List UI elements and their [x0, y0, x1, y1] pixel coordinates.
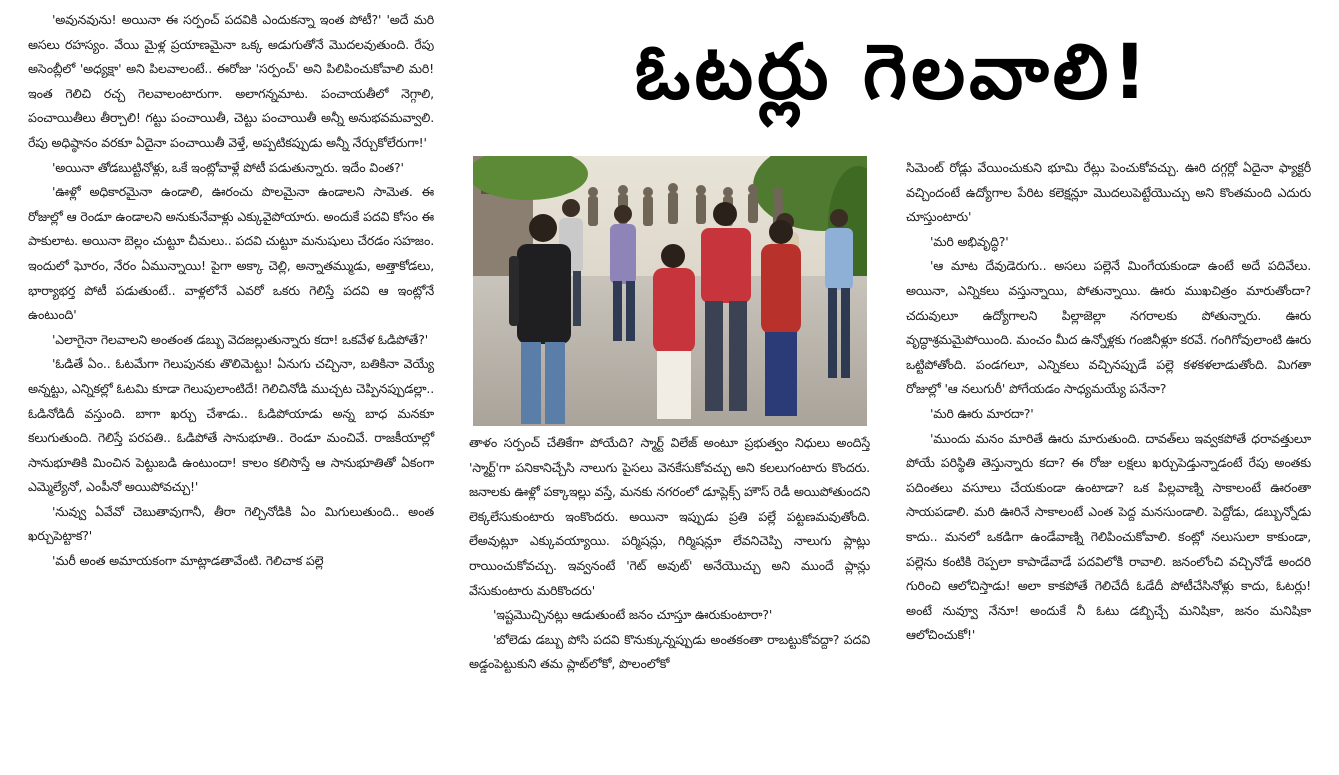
news-photo: [473, 156, 867, 426]
paragraph: 'ఆ మాట దేవుడెరుగు.. అసలు పల్లెనే మింగేయకుండా ఉంటే అదే పదివేలు. అయినా, ఎన్నికలు వస్తున్నాయి, పోతున్నాయి. ఊరు ముఖచిత్రం మారుతోందా? చదువులూ ఉద్యోగాలని పిల్లాజెల్లా నగరాలకు పోతున్నారు. ఊరు వృద్ధాశ్రమమైపోయింది. మంచం మీద ఉన్నోళ్లకు గంజినీళ్లూ కరవే. గంగిగోవులాంటి ఊరు ఒట్టిపోతోంది. పండగలూ, ఎన్నికలు వచ్చినప్పుడే పల్లె కళకళలాడుతోంది. మిగతా రోజుల్లో 'ఆ నలుగురీ' పోగేయడం సాధ్యమయ్యే పనేనా?: [906, 258, 1311, 397]
article-column-right: [906, 156, 1311, 648]
paragraph: 'ఊళ్లో అధికారమైనా ఉండాలి, ఊరంచు పొలమైనా ఉండాలని సామెత. ఈ రోజుల్లో ఆ రెండూ ఉండాలని అనుకునేవాళ్లు ఎక్కువైపోయారు. అందుకే పదవి కోసం ఈ పాకులాట. అయినా బెల్లం చుట్టూ చీమలు.. పదవి చుట్టూ మనుషులు చేరడం సహజం. ఇందులో ఘోరం, నేరం ఏమున్నాయి! పైగా అక్కా చెల్లి, అన్నాతమ్ముడు, అత్తాకోడలు, భార్యాభర్త పోటీ పడుతుంటే.. వాళ్లలోనే ఎవరో ఒకరు గెలిస్తే పదవి ఆ ఇంట్లోనే ఉంటుంది': [28, 184, 434, 323]
paragraph: 'బోలెడు డబ్బు పోసి పదవి కొనుక్కున్నప్పుడు అంతకంతా రాబట్టుకోవద్దా? పదవి అడ్డంపెట్టుకుని తమ ప్లాట్‌లోకో, పొలంలోకో: [469, 631, 870, 672]
paragraph: 'అయినా తోడబుట్టినోళ్లు, ఒకే ఇంట్లోవాళ్లే పోటీ పడుతున్నారు. ఇదేం వింత?': [52, 159, 404, 175]
paragraph: 'మరీ అంత అమాయకంగా మాట్లాడతావేంటి. గెలిచాక పల్లె: [52, 553, 324, 569]
paragraph: 'మరి అభివృద్ధి?': [930, 233, 1009, 249]
article-column-left: [28, 8, 434, 574]
paragraph: తాళం సర్పంచ్ చేతికేగా పోయేది? స్మార్ట్ విలేజ్ అంటూ ప్రభుత్వం నిధులు అందిస్తే 'స్మార్ట్'గా పనికానిచ్చేసి నాలుగు పైసలు వెనకేసుకోవచ్చు అని కలలుగంటారు కొందరు. జనాలకు ఊళ్లో పక్కాఇల్లు వస్తే, మనకు నగరంలో డూప్లెక్స్ హౌస్ రెడీ అయిపోతుందని లెక్కలేసుకుంటారు ఇంకొందరు. అయినా ఇప్పుడు ప్రతి పల్లే పట్టణమవుతోంది. లేఅవుట్లూ ఎక్కువయ్యాయి. పర్మిషన్లు, గిర్మిషన్లూ లేవనిచెప్పి నాలుగు ప్లాట్లు రాయించుకోవచ్చు. ఇవ్వనంటే 'గెట్ అవుట్' అనేయొచ్చు అని ముందే ప్లాన్లు వేసుకుంటారు మరికొందరు': [469, 435, 870, 598]
paragraph: 'మరి ఊరు మారదా?': [930, 405, 1034, 421]
paragraph: 'ఇష్టమొచ్చినట్లు ఆడుతుంటే జనం చూస్తూ ఊరుకుంటారా?': [493, 607, 773, 623]
paragraph: 'నువ్వు ఏవేవో చెబుతావుగానీ, తీరా గెల్చినోడికి ఏం మిగులుతుంది.. అంత ఖర్చుపెట్టాక?': [28, 503, 434, 544]
paragraph: 'అవునవును! అయినా ఈ సర్పంచ్ పదవికి ఎందుకన్నా ఇంత పోటీ?' 'అదే మరి అసలు రహస్యం. వేయి మైళ్ల ప్రయాణమైనా ఒక్క అడుగుతోనే మొదలవుతుంది. రేపు అసెంబ్లీలో 'అధ్యక్షా' అని పిలవాలంటే.. ఈరోజు 'సర్పంచ్' అని పిలిపించుకోవాలి మరి! ఇంత గెలిచి రచ్చ గెలవాలంటారుగా. అలాగన్నమాట. పంచాయతీలో నెగ్గాలి, పంచాయితీలు తీర్చాలి! గట్టు పంచాయితీ, చెట్టు పంచాయితీ అన్నీ అనుభవమవ్వాలి. రేపు అధిష్ఠానం వరకూ ఏదైనా పంచాయితీ వెళ్తే, అప్పటికప్పుడు అన్నీ నేర్చుకోలేరుగా!': [28, 12, 434, 150]
paragraph: 'ముందు మనం మారితే ఊరు మారుతుంది. దావత్‌లు ఇవ్వకపోతే ధరావత్తులూ పోయే పరిస్థితి తెస్తున్నారు కదా? ఈ రోజు లక్షలు ఖర్చుపెడ్తున్నాడంటే రేపు అంతకు పదింతలు వసూలు చేయకుండా ఉంటాడా? ఒక పిల్లవాణ్ని సాకాలంటే ఊరంతా సాయపడాలి. మరి ఊరినే సాకాలంటే ఎంత పెద్ద మనసుండాలి. పెద్దోడు, డబ్బున్నోడు కాదు.. మనలో ఒకడిగా ఉండేవాణ్ని గెలిపించుకోవాలి. కంట్లో నలుసులా కాకుండా, పల్లెను కంటికి రెప్పలా కాపాడేవాడే పదవిలోకి రావాలి. జనంలోంచి వచ్చినోడే అందరి గురించి ఆలోచిస్తాడు! అలా కాకపోతే గెలిచేదీ ఓడేదీ పోటీచేసినోళ్లు కాదు, ఓటర్లు! అంటే నువ్వూ నేనూ! అందుకే నీ ఓటు డబ్బిచ్చే మనిషికా, జనం మనిషికా ఆలోచించుకో!': [906, 430, 1311, 643]
paragraph: సిమెంట్ రోడ్లు వేయించుకుని భూమి రేట్లు పెంచుకోవచ్చు. ఊరి దగ్గర్లో ఏదైనా ఫ్యాక్టరీ వచ్చిందంటే ఉద్యోగాల పేరిట కలెక్షన్లూ మొదలుపెట్టేయొచ్చు అని కొంతమంది ఎదురు చూస్తుంటారు': [906, 160, 1311, 225]
headline: ఓటర్లు గెలవాలి!: [634, 27, 1152, 116]
article-column-middle: [469, 431, 870, 677]
paragraph: 'ఎలాగైనా గెలవాలని అంతంత డబ్బు వెదజల్లుతున్నారు కదా! ఒకవేళ ఓడిపోతే?': [52, 331, 429, 347]
paragraph: 'ఓడితే ఏం.. ఓటమేగా గెలుపునకు తొలిమెట్టు! ఏనుగు చచ్చినా, బతికినా వెయ్యే అన్నట్టు, ఎన్నికల్లో ఓటమి కూడా గెలుపులాంటిదే! గెలిచినోడి ముచ్చట చెప్పినప్పుడల్లా.. ఓడినోడిదీ వస్తుంది. బాగా ఖర్చు చేశాడు.. ఓడిపోయాడు అన్న బాధ మనకూ కలుగుతుంది. గెలిస్తే పరపతి.. ఓడిపోతే సానుభూతి.. రెండూ మంచివే. రాజకీయాల్లో సానుభూతికి మించిన పెట్టుబడి ఉంటుందా! కాలం కలిసొస్తే ఆ సానుభూతితో ఏకంగా ఎమ్మెల్యేనో, ఎంపీనో అయిపోవచ్చు!': [28, 356, 434, 495]
